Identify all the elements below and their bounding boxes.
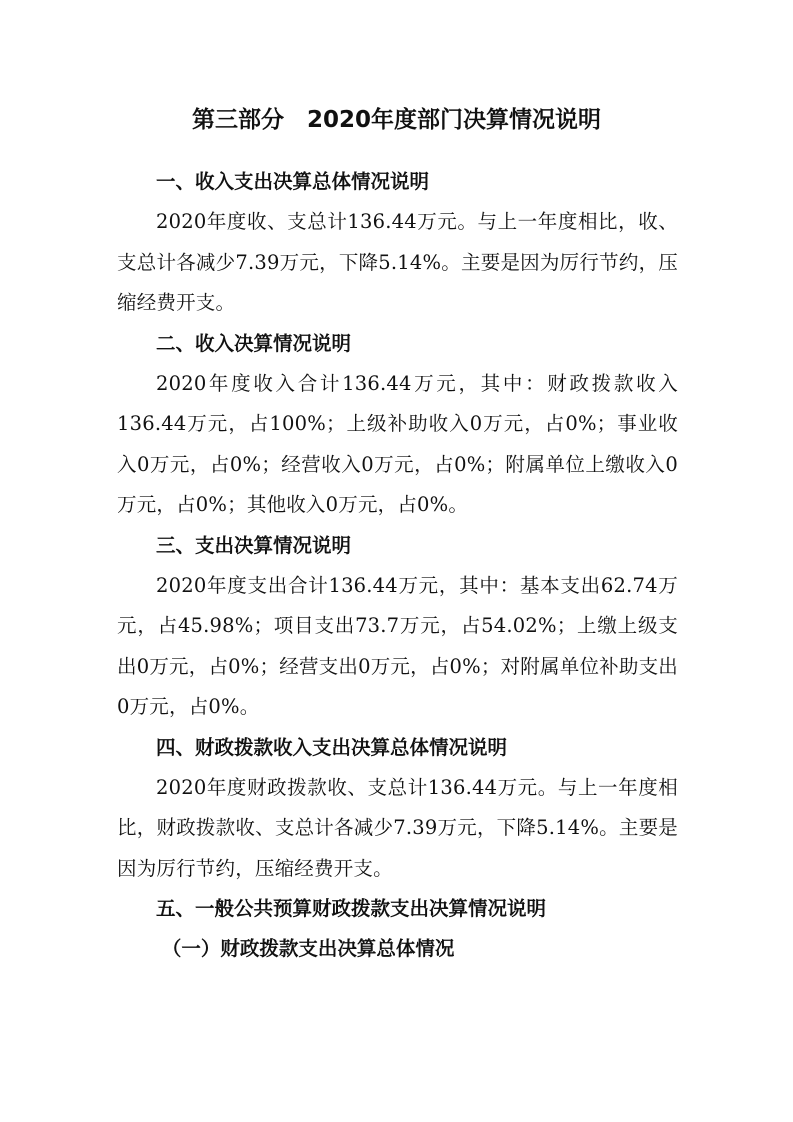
section-heading-income: 二、收入决算情况说明 xyxy=(156,331,352,355)
paragraph-expense: 2020年度支出合计136.44万元，其中：基本支出62.74万元，占45.98%；项目支出73.7万元，占54.02%；上缴上级支出0万元，占0%；经营支出0万元，占0%；对附属单位补助支出0万元，占0%。 xyxy=(117,573,678,718)
section-heading-general-budget: 五、一般公共预算财政拨款支出决算情况说明 xyxy=(156,897,547,920)
paragraph-fiscal-appropriation: 2020年度财政拨款收、支总计136.44万元。与上一年度相比，财政拨款收、支总计各减少7.39万元，下降5.14%。主要是因为厉行节约，压缩经费开支。 xyxy=(117,775,678,880)
section-heading-income-expense-overview: 一、收入支出决算总体情况说明 xyxy=(156,170,430,193)
section-heading-fiscal-appropriation: 四、财政拨款收入支出决算总体情况说明 xyxy=(156,735,508,759)
page-title: 第三部分 2020年度部门决算情况说明 xyxy=(191,107,601,133)
section-heading-expense: 三、支出决算情况说明 xyxy=(156,533,352,557)
paragraph-income-expense-overview: 2020年度收、支总计136.44万元。与上一年度相比，收、支总计各减少7.39万元，下降5.14%。主要是因为厉行节约，压缩经费开支。 xyxy=(117,210,678,314)
paragraph-income: 2020年度收入合计136.44万元，其中：财政拨款收入136.44万元，占100%；上级补助收入0万元，占0%；事业收入0万元，占0%；经营收入0万元，占0%；附属单位上缴收入0万元，占0%；其他收入0万元，占0%。 xyxy=(117,371,678,516)
document-body xyxy=(117,162,678,969)
subsection-heading-general-budget-overall: （一）财政拨款支出决算总体情况 xyxy=(161,937,455,960)
